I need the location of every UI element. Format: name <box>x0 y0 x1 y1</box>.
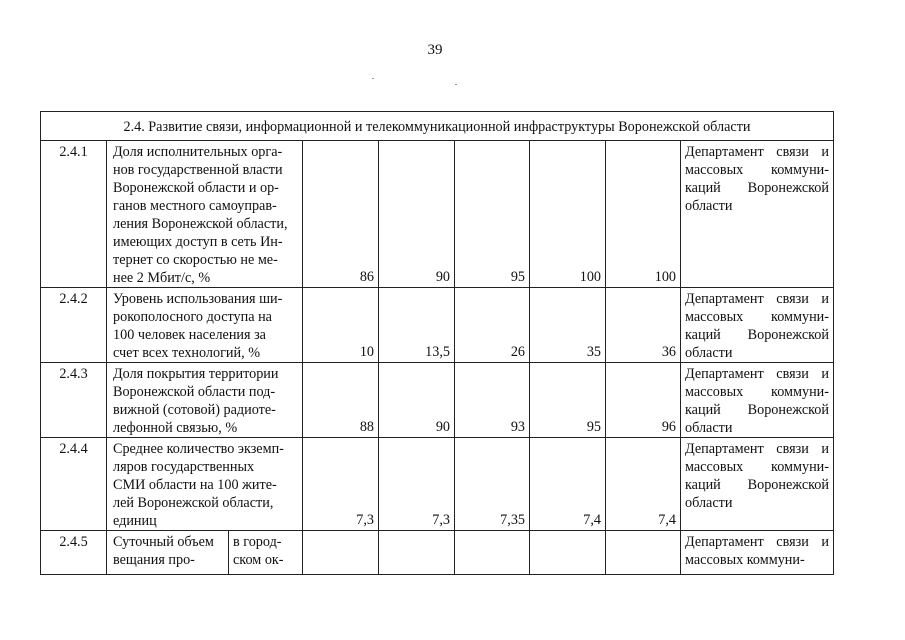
text-line: имеющих доступ в сеть Ин- <box>113 234 283 250</box>
text-line: нов государственной власти <box>113 162 283 178</box>
text-line: Доля исполнительных орга- <box>113 144 283 160</box>
scan-artifact <box>372 78 374 79</box>
text-line: массовых коммуни- <box>685 384 829 400</box>
text-line: Воронежской области и ор- <box>113 180 279 196</box>
value-cell: 86 <box>303 141 379 288</box>
value-cell <box>530 531 606 575</box>
table-row <box>41 531 834 575</box>
value-cell: 7,3 <box>303 438 379 531</box>
text-line: Суточный объем <box>113 534 214 550</box>
text-line: СМИ области на 100 жите- <box>113 477 277 493</box>
responsible-department <box>681 288 834 363</box>
responsible-department <box>681 531 834 575</box>
value-cell: 7,4 <box>606 438 681 531</box>
text-line: массовых коммуни- <box>685 162 829 178</box>
text-line: вижной (сотовой) радиоте- <box>113 402 276 418</box>
row-number: 2.4.5 <box>41 531 107 575</box>
text-line: области <box>685 495 733 511</box>
scan-artifact <box>455 84 457 85</box>
indicator-name <box>107 363 303 438</box>
text-line: ганов местного самоуправ- <box>113 198 277 214</box>
value-cell: 90 <box>379 141 455 288</box>
text-line: массовых коммуни- <box>685 309 829 325</box>
value-cell: 36 <box>606 288 681 363</box>
row-number: 2.4.4 <box>41 438 107 531</box>
value-cell: 96 <box>606 363 681 438</box>
value-cell: 7,4 <box>530 438 606 531</box>
table-body <box>41 112 834 575</box>
text-line: 100 человек населения за <box>113 327 266 343</box>
responsible-department <box>681 141 834 288</box>
text-line: каций Воронежской <box>685 402 829 418</box>
value-cell: 100 <box>530 141 606 288</box>
text-line: Департамент связи и <box>685 534 829 550</box>
value-cell <box>379 531 455 575</box>
text-line: тернет со скоростью не ме- <box>113 252 278 268</box>
text-line: в город- <box>233 534 282 550</box>
text-line: счет всех технологий, % <box>113 345 261 361</box>
value-cell: 90 <box>379 363 455 438</box>
text-line: каций Воронежской <box>685 180 829 196</box>
value-cell <box>303 531 379 575</box>
table-row <box>41 363 834 438</box>
text-line: области <box>685 198 733 214</box>
text-line: лефонной связью, % <box>113 420 238 436</box>
value-cell: 10 <box>303 288 379 363</box>
row-number: 2.4.3 <box>41 363 107 438</box>
row-number: 2.4.2 <box>41 288 107 363</box>
section-header-row <box>41 112 834 141</box>
value-cell: 95 <box>530 363 606 438</box>
indicator-name <box>107 141 303 288</box>
indicator-subcategory <box>229 531 303 575</box>
value-cell: 88 <box>303 363 379 438</box>
text-line: каций Воронежской <box>685 477 829 493</box>
value-cell: 26 <box>455 288 530 363</box>
row-number: 2.4.1 <box>41 141 107 288</box>
text-line: ском ок- <box>233 552 284 568</box>
value-cell: 7,3 <box>379 438 455 531</box>
text-line: ления Воронежской области, <box>113 216 288 232</box>
value-cell: 93 <box>455 363 530 438</box>
indicators-table <box>40 111 834 575</box>
section-title: 2.4. Развитие связи, информационной и телекоммуникационной инфраструктуры Воронежской области <box>41 112 834 141</box>
text-line: рокополосного доступа на <box>113 309 272 325</box>
text-line: Уровень использования ши- <box>113 291 283 307</box>
text-line: Департамент связи и <box>685 144 829 160</box>
value-cell <box>606 531 681 575</box>
text-line: области <box>685 420 733 436</box>
table-row <box>41 288 834 363</box>
page-number: 39 <box>427 42 443 58</box>
indicator-name <box>107 438 303 531</box>
value-cell: 100 <box>606 141 681 288</box>
indicator-name <box>107 288 303 363</box>
responsible-department <box>681 438 834 531</box>
text-line: массовых коммуни- <box>685 552 805 568</box>
text-line: Департамент связи и <box>685 366 829 382</box>
text-line: каций Воронежской <box>685 327 829 343</box>
value-cell: 7,35 <box>455 438 530 531</box>
table-row <box>41 438 834 531</box>
text-line: области <box>685 345 733 361</box>
table-row <box>41 141 834 288</box>
text-line: Воронежской области под- <box>113 384 276 400</box>
text-line: нее 2 Мбит/с, % <box>113 270 211 286</box>
text-line: единиц <box>113 513 157 529</box>
text-line: Среднее количество экземп- <box>113 441 284 457</box>
text-line: ляров государственных <box>113 459 255 475</box>
responsible-department <box>681 363 834 438</box>
value-cell: 13,5 <box>379 288 455 363</box>
text-line: Департамент связи и <box>685 441 829 457</box>
text-line: массовых коммуни- <box>685 459 829 475</box>
text-line: Департамент связи и <box>685 291 829 307</box>
text-line: вещания про- <box>113 552 195 568</box>
text-line: лей Воронежской области, <box>113 495 274 511</box>
text-line: Доля покрытия территории <box>113 366 279 382</box>
value-cell: 95 <box>455 141 530 288</box>
value-cell <box>455 531 530 575</box>
indicator-name <box>107 531 229 575</box>
value-cell: 35 <box>530 288 606 363</box>
